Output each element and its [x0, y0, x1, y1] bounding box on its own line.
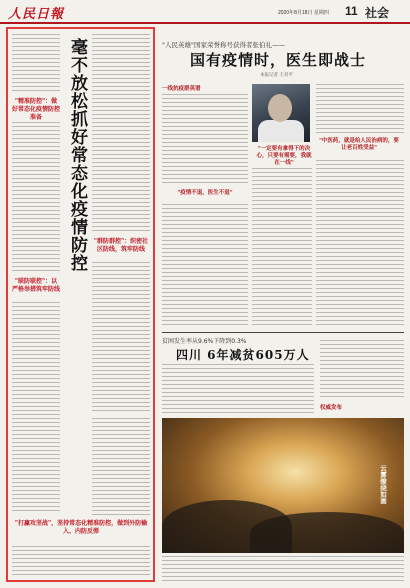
- top-highlight-3: "疫情不退，医生不退": [177, 190, 233, 196]
- article-text-block: [162, 556, 404, 582]
- portrait-face: [268, 94, 292, 122]
- left-subhead-4: "打赢攻坚战"，坚持常态化精准防控，做到外防输入、内防反弹: [14, 520, 148, 535]
- article-text-block: [12, 546, 150, 578]
- top-highlight-2: "中医药，就是给人民治病的，要让老百姓受益": [319, 138, 399, 151]
- article-text-block: [252, 168, 312, 328]
- dateline: 2020年8月18日 星期四: [278, 10, 329, 16]
- top-story-byline: 本报记者 王君平: [260, 73, 293, 78]
- left-subhead-1: "精准防控"：做好常态化疫情防控准备: [12, 98, 61, 121]
- article-text-block: [316, 160, 404, 328]
- mountain-ridge: [250, 512, 404, 553]
- article-text-block: [92, 262, 150, 412]
- article-text-block: [162, 364, 314, 414]
- second-story-column-label: 权威发布: [320, 405, 343, 411]
- article-text-block: [316, 84, 404, 134]
- newspaper-logo: 人民日報: [8, 7, 65, 22]
- photo-title: 云雾缭绕如画: [379, 465, 387, 504]
- portrait-coat: [258, 120, 304, 142]
- left-subhead-3: "群防群控"：织密社区防线，筑牢防线: [93, 238, 149, 253]
- page-number: 11: [345, 4, 358, 18]
- section-name: 社会: [365, 6, 390, 20]
- article-text-block: [320, 340, 404, 398]
- left-column-title: 毫不放松抓好常态化疫情防控: [67, 38, 87, 272]
- article-text-block: [12, 122, 60, 272]
- article-text-block: [162, 94, 248, 186]
- article-text-block: [92, 418, 150, 518]
- top-story-headline[interactable]: 国有疫情时，医生即战士: [190, 51, 367, 69]
- article-text-block: [12, 302, 60, 512]
- top-story-kicker: "人民英雄"国家荣誉称号获得者张伯礼——: [162, 41, 285, 49]
- top-highlight-1: "一定要有拿得下的决心，只要有需要，我就在一线": [256, 146, 312, 166]
- article-text-block: [162, 204, 248, 328]
- top-story-column-label: 一线抗疫群英谱: [162, 86, 201, 92]
- divider: [162, 332, 404, 333]
- second-story-headline[interactable]: 四川 6年减贫605万人: [176, 348, 310, 362]
- article-text-block: [92, 34, 150, 234]
- second-story-subheadline: 贫困发生率从9.6%下降到0.3%: [162, 338, 247, 345]
- left-subhead-2: "联防联控"：以严格举措筑牢防线: [12, 278, 61, 293]
- article-text-block: [12, 34, 60, 94]
